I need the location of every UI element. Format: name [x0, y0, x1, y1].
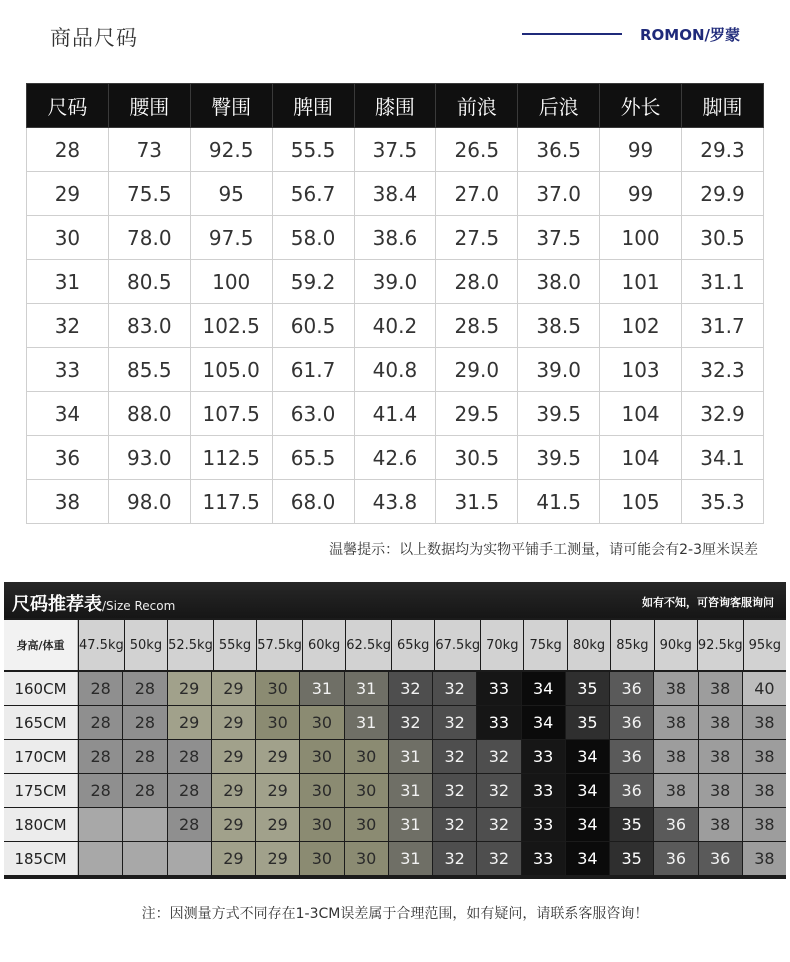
table-cell: 100 [600, 216, 682, 260]
table-cell: 38.5 [518, 304, 600, 348]
size-cell: 32 [477, 774, 520, 807]
size-cell: 28 [168, 740, 211, 773]
size-cell: 28 [123, 672, 166, 705]
weight-header-cell: 85kg [611, 620, 653, 670]
col-header: 膝围 [354, 84, 436, 128]
table-row [27, 348, 764, 392]
size-cell: 36 [610, 774, 653, 807]
size-cell: 30 [300, 774, 343, 807]
table-cell: 28.5 [436, 304, 518, 348]
size-cell: 38 [654, 706, 697, 739]
size-cell: 34 [566, 774, 609, 807]
table-cell: 117.5 [190, 480, 272, 524]
size-cell: 32 [433, 808, 476, 841]
size-cell: 38 [654, 774, 697, 807]
size-cell: 29 [212, 740, 255, 773]
table-cell: 26.5 [436, 128, 518, 172]
table-cell: 104 [600, 392, 682, 436]
size-cell: 32 [433, 774, 476, 807]
size-cell: 28 [168, 808, 211, 841]
table-row [27, 304, 764, 348]
page-header [0, 0, 790, 70]
table-cell: 34.1 [682, 436, 764, 480]
size-cell: 38 [699, 808, 742, 841]
table-cell: 29.9 [682, 172, 764, 216]
table-cell: 42.6 [354, 436, 436, 480]
table-cell: 27.0 [436, 172, 518, 216]
size-cell [123, 842, 166, 875]
table-cell: 28 [27, 128, 109, 172]
size-cell: 34 [522, 706, 565, 739]
size-cell: 38 [743, 774, 786, 807]
measure-note: 温馨提示：以上数据均为实物平铺手工测量，请可能会有2-3厘米误差 [329, 542, 758, 558]
table-cell: 41.4 [354, 392, 436, 436]
size-cell: 32 [389, 706, 432, 739]
recommend-grid [4, 620, 786, 876]
table-cell: 99 [600, 172, 682, 216]
col-header: 尺码 [27, 84, 109, 128]
table-cell: 29.0 [436, 348, 518, 392]
recommend-title [12, 590, 175, 616]
weight-header-cell: 92.5kg [698, 620, 743, 670]
table-cell: 80.5 [108, 260, 190, 304]
size-cell: 36 [610, 672, 653, 705]
table-cell: 68.0 [272, 480, 354, 524]
table-cell: 55.5 [272, 128, 354, 172]
height-label: 160CM [4, 672, 78, 705]
table-row [27, 172, 764, 216]
size-cell: 30 [300, 842, 343, 875]
weight-header-cell: 47.5kg [79, 620, 124, 670]
size-cell: 32 [477, 842, 520, 875]
contact-note: 如有不知，可咨询客服询问 [642, 596, 774, 609]
table-cell: 38.0 [518, 260, 600, 304]
table-cell: 32 [27, 304, 109, 348]
weight-header-cell: 62.5kg [346, 620, 391, 670]
table-cell: 37.5 [518, 216, 600, 260]
table-row [27, 216, 764, 260]
size-cell: 34 [566, 740, 609, 773]
size-cell: 35 [610, 842, 653, 875]
size-cell: 30 [300, 808, 343, 841]
table-cell: 39.0 [518, 348, 600, 392]
size-cell: 29 [256, 842, 299, 875]
weight-header-cell: 65kg [392, 620, 434, 670]
size-cell: 32 [433, 740, 476, 773]
table-cell: 27.5 [436, 216, 518, 260]
table-row [27, 392, 764, 436]
size-cell: 35 [566, 672, 609, 705]
size-cell: 31 [345, 672, 388, 705]
size-cell [168, 842, 211, 875]
table-cell: 102.5 [190, 304, 272, 348]
size-cell: 28 [79, 672, 122, 705]
size-cell: 38 [699, 774, 742, 807]
size-cell: 29 [256, 808, 299, 841]
table-cell: 34 [27, 392, 109, 436]
size-cell: 31 [345, 706, 388, 739]
size-cell: 28 [79, 706, 122, 739]
table-cell: 36 [27, 436, 109, 480]
size-cell: 30 [256, 672, 299, 705]
col-header: 脚围 [682, 84, 764, 128]
table-cell: 97.5 [190, 216, 272, 260]
table-cell: 29.3 [682, 128, 764, 172]
table-cell: 38.4 [354, 172, 436, 216]
table-cell: 99 [600, 128, 682, 172]
col-header: 臀围 [190, 84, 272, 128]
size-cell: 30 [300, 740, 343, 773]
size-cell: 33 [522, 774, 565, 807]
size-cell: 32 [477, 808, 520, 841]
table-cell: 63.0 [272, 392, 354, 436]
table-cell: 29 [27, 172, 109, 216]
size-table-body [27, 128, 764, 524]
size-cell: 36 [610, 740, 653, 773]
weight-header-row [4, 620, 786, 670]
size-cell: 32 [433, 672, 476, 705]
size-cell: 32 [389, 672, 432, 705]
height-row [4, 774, 786, 807]
size-cell: 34 [566, 842, 609, 875]
table-cell: 60.5 [272, 304, 354, 348]
size-cell: 29 [256, 740, 299, 773]
size-cell: 28 [79, 774, 122, 807]
table-cell: 31.5 [436, 480, 518, 524]
size-cell: 38 [743, 842, 786, 875]
size-cell: 35 [610, 808, 653, 841]
size-cell: 30 [345, 808, 388, 841]
size-cell: 36 [699, 842, 742, 875]
size-cell: 31 [389, 808, 432, 841]
size-cell: 29 [212, 706, 255, 739]
size-cell: 32 [433, 706, 476, 739]
recommend-header [4, 582, 786, 618]
table-cell: 98.0 [108, 480, 190, 524]
size-cell: 29 [212, 672, 255, 705]
table-row [27, 260, 764, 304]
table-cell: 88.0 [108, 392, 190, 436]
table-cell: 65.5 [272, 436, 354, 480]
weight-header-cell: 70kg [481, 620, 523, 670]
table-cell: 38.6 [354, 216, 436, 260]
table-row [27, 128, 764, 172]
size-cell: 30 [345, 842, 388, 875]
height-row [4, 842, 786, 875]
table-cell: 30 [27, 216, 109, 260]
table-cell: 102 [600, 304, 682, 348]
size-cell [123, 808, 166, 841]
size-cell: 30 [345, 740, 388, 773]
table-cell: 41.5 [518, 480, 600, 524]
table-cell: 104 [600, 436, 682, 480]
table-cell: 32.9 [682, 392, 764, 436]
size-cell: 29 [212, 774, 255, 807]
table-cell: 56.7 [272, 172, 354, 216]
size-cell: 30 [256, 706, 299, 739]
col-header: 腰围 [108, 84, 190, 128]
weight-header-cell: 80kg [568, 620, 610, 670]
weight-header-cell: 57.5kg [257, 620, 302, 670]
size-cell [79, 842, 122, 875]
size-cell: 32 [433, 842, 476, 875]
size-cell: 38 [699, 672, 742, 705]
size-cell: 28 [123, 740, 166, 773]
size-cell: 30 [345, 774, 388, 807]
size-cell: 29 [168, 706, 211, 739]
table-cell: 33 [27, 348, 109, 392]
table-cell: 59.2 [272, 260, 354, 304]
size-cell: 31 [389, 740, 432, 773]
height-label: 175CM [4, 774, 78, 807]
size-table-header-row [27, 84, 764, 128]
size-cell: 33 [477, 672, 520, 705]
table-cell: 107.5 [190, 392, 272, 436]
table-cell: 28.0 [436, 260, 518, 304]
weight-header-cell: 52.5kg [168, 620, 213, 670]
size-cell: 36 [654, 808, 697, 841]
recommend-title-en: /Size Recom [102, 599, 176, 613]
weight-header-cell: 55kg [214, 620, 256, 670]
size-cell: 38 [743, 740, 786, 773]
size-cell: 38 [654, 672, 697, 705]
size-cell: 33 [522, 842, 565, 875]
table-cell: 30.5 [436, 436, 518, 480]
size-cell: 32 [477, 740, 520, 773]
recommend-panel [4, 582, 786, 879]
table-cell: 31.7 [682, 304, 764, 348]
size-cell: 38 [743, 706, 786, 739]
size-cell [79, 808, 122, 841]
table-row [27, 436, 764, 480]
table-cell: 29.5 [436, 392, 518, 436]
table-cell: 105 [600, 480, 682, 524]
size-cell: 29 [212, 808, 255, 841]
table-cell: 73 [108, 128, 190, 172]
size-cell: 35 [566, 706, 609, 739]
weight-header-cell: 95kg [744, 620, 786, 670]
size-cell: 31 [389, 774, 432, 807]
table-cell: 112.5 [190, 436, 272, 480]
size-cell: 28 [123, 774, 166, 807]
size-cell: 29 [212, 842, 255, 875]
weight-header-cell: 67.5kg [435, 620, 480, 670]
height-row [4, 706, 786, 739]
size-cell: 31 [300, 672, 343, 705]
col-header: 脾围 [272, 84, 354, 128]
size-cell: 33 [522, 740, 565, 773]
size-cell: 38 [699, 740, 742, 773]
size-cell: 36 [610, 706, 653, 739]
size-cell: 30 [300, 706, 343, 739]
col-header: 外长 [600, 84, 682, 128]
recommend-title-cn: 尺码推荐表 [12, 594, 102, 615]
size-cell: 34 [566, 808, 609, 841]
table-cell: 38 [27, 480, 109, 524]
table-cell: 92.5 [190, 128, 272, 172]
weight-header-cell: 90kg [655, 620, 697, 670]
size-cell: 34 [522, 672, 565, 705]
table-row [27, 480, 764, 524]
table-cell: 39.5 [518, 392, 600, 436]
table-cell: 95 [190, 172, 272, 216]
height-label: 165CM [4, 706, 78, 739]
size-cell: 31 [389, 842, 432, 875]
col-header: 后浪 [518, 84, 600, 128]
table-cell: 58.0 [272, 216, 354, 260]
table-cell: 31.1 [682, 260, 764, 304]
weight-header-cell: 50kg [125, 620, 167, 670]
table-cell: 37.0 [518, 172, 600, 216]
size-cell: 38 [699, 706, 742, 739]
table-cell: 83.0 [108, 304, 190, 348]
brand-name: ROMON/罗蒙 [640, 26, 741, 44]
size-cell: 33 [522, 808, 565, 841]
size-cell: 28 [79, 740, 122, 773]
table-cell: 61.7 [272, 348, 354, 392]
corner-label: 身高/体重 [4, 620, 78, 670]
size-cell: 36 [654, 842, 697, 875]
size-cell: 40 [743, 672, 786, 705]
size-cell: 38 [743, 808, 786, 841]
height-label: 185CM [4, 842, 78, 875]
height-row [4, 672, 786, 705]
weight-header-cell: 75kg [524, 620, 566, 670]
table-cell: 75.5 [108, 172, 190, 216]
table-cell: 37.5 [354, 128, 436, 172]
table-cell: 39.0 [354, 260, 436, 304]
table-cell: 43.8 [354, 480, 436, 524]
height-row [4, 808, 786, 841]
table-cell: 105.0 [190, 348, 272, 392]
table-cell: 100 [190, 260, 272, 304]
size-cell: 33 [477, 706, 520, 739]
table-cell: 31 [27, 260, 109, 304]
size-cell: 29 [168, 672, 211, 705]
size-cell: 28 [168, 774, 211, 807]
size-cell: 29 [256, 774, 299, 807]
table-cell: 78.0 [108, 216, 190, 260]
table-cell: 40.8 [354, 348, 436, 392]
table-cell: 35.3 [682, 480, 764, 524]
table-cell: 32.3 [682, 348, 764, 392]
size-cell: 28 [123, 706, 166, 739]
height-label: 170CM [4, 740, 78, 773]
col-header: 前浪 [436, 84, 518, 128]
table-cell: 30.5 [682, 216, 764, 260]
size-table [26, 83, 764, 524]
height-label: 180CM [4, 808, 78, 841]
weight-header-cell: 60kg [303, 620, 345, 670]
height-row [4, 740, 786, 773]
size-cell: 38 [654, 740, 697, 773]
table-cell: 85.5 [108, 348, 190, 392]
table-cell: 101 [600, 260, 682, 304]
table-cell: 39.5 [518, 436, 600, 480]
table-cell: 103 [600, 348, 682, 392]
table-cell: 93.0 [108, 436, 190, 480]
table-cell: 36.5 [518, 128, 600, 172]
page-title: 商品尺码 [50, 26, 138, 50]
table-cell: 40.2 [354, 304, 436, 348]
brand-divider [522, 33, 622, 35]
footer-note: 注：因测量方式不同存在1-3CM误差属于合理范围，如有疑问，请联系客服咨询！ [141, 906, 649, 922]
